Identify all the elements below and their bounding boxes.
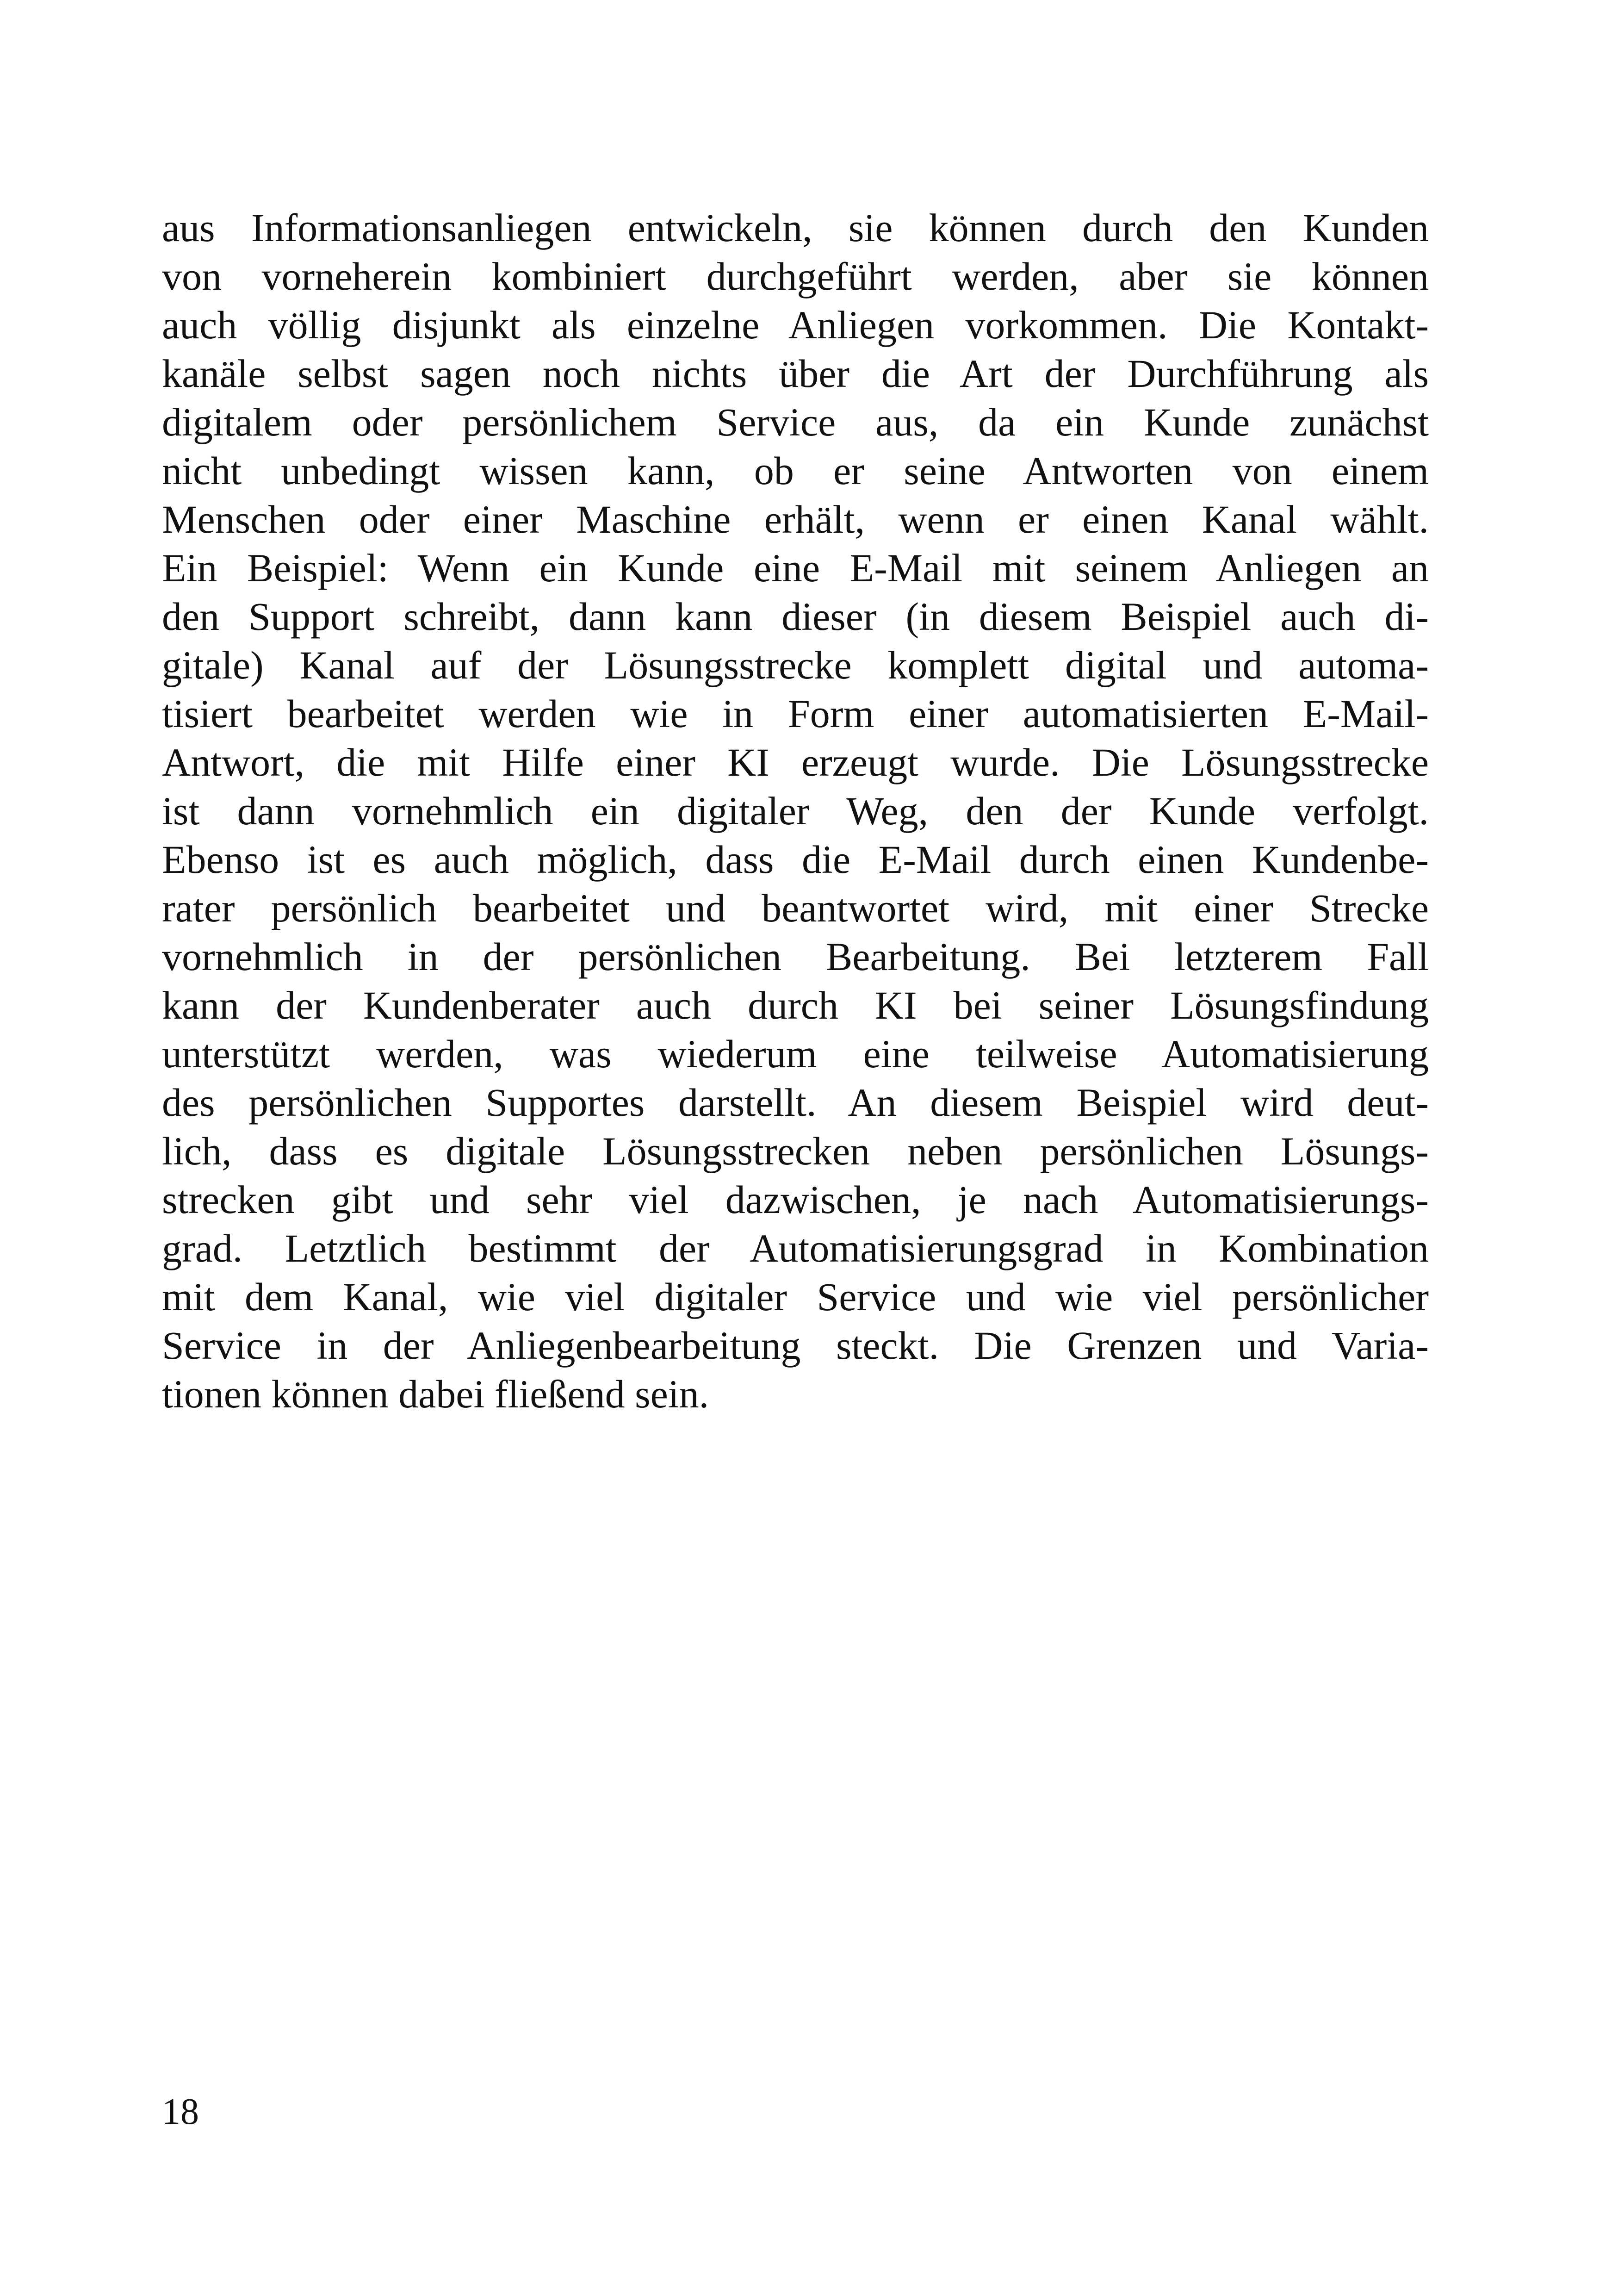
text-line: Antwort, die mit Hilfe einer KI erzeugt wurde. Die Lösungsstrecke — [162, 740, 1429, 784]
text-line: gitale) Kanal auf der Lösungsstrecke komplett digital und automa- — [162, 643, 1429, 687]
text-line: digitalem oder persönlichem Service aus, da ein Kunde zunächst — [162, 400, 1429, 444]
text-line: vornehmlich in der persönlichen Bearbeitung. Bei letzterem Fall — [162, 934, 1429, 979]
text-line: unterstützt werden, was wiederum eine teilweise Automatisierung — [162, 1032, 1429, 1076]
text-line: nicht unbedingt wissen kann, ob er seine Antworten von einem — [162, 448, 1429, 493]
text-line: grad. Letztlich bestimmt der Automatisierungsgrad in Kombination — [162, 1226, 1429, 1270]
text-line: tisiert bearbeitet werden wie in Form einer automatisierten E-Mail- — [162, 691, 1429, 736]
text-line: Ebenso ist es auch möglich, dass die E-Mail durch einen Kundenbe- — [162, 837, 1429, 882]
page-number: 18 — [162, 2091, 199, 2132]
text-line: von vorneherein kombiniert durchgeführt werden, aber sie können — [162, 254, 1429, 299]
text-line: rater persönlich bearbeitet und beantwortet wird, mit einer Strecke — [162, 886, 1429, 930]
text-line: kann der Kundenberater auch durch KI bei seiner Lösungsfindung — [162, 983, 1429, 1027]
text-line: Ein Beispiel: Wenn ein Kunde eine E-Mail mit seinem Anliegen an — [162, 546, 1429, 590]
text-line: ist dann vornehmlich ein digitaler Weg, den der Kunde verfolgt. — [162, 789, 1429, 833]
text-line: den Support schreibt, dann kann dieser (in diesem Beispiel auch di- — [162, 594, 1429, 639]
text-line: lich, dass es digitale Lösungsstrecken neben persönlichen Lösungs- — [162, 1129, 1429, 1173]
text-line: auch völlig disjunkt als einzelne Anliegen vorkommen. Die Kontakt- — [162, 303, 1429, 347]
body-paragraph — [162, 204, 1429, 1419]
text-line: strecken gibt und sehr viel dazwischen, je nach Automatisierungs- — [162, 1177, 1429, 1222]
text-line: aus Informationsanliegen entwickeln, sie können durch den Kunden — [162, 205, 1429, 250]
text-line: Service in der Anliegenbearbeitung steckt. Die Grenzen und Varia- — [162, 1323, 1429, 1368]
text-line: des persönlichen Supportes darstellt. An diesem Beispiel wird deut- — [162, 1080, 1429, 1125]
text-line: kanäle selbst sagen noch nichts über die Art der Durchführung als — [162, 351, 1429, 396]
text-line: Menschen oder einer Maschine erhält, wenn er einen Kanal wählt. — [162, 497, 1429, 541]
text-line: tionen können dabei fließend sein. — [162, 1372, 709, 1416]
text-line: mit dem Kanal, wie viel digitaler Service und wie viel persönlicher — [162, 1275, 1429, 1319]
